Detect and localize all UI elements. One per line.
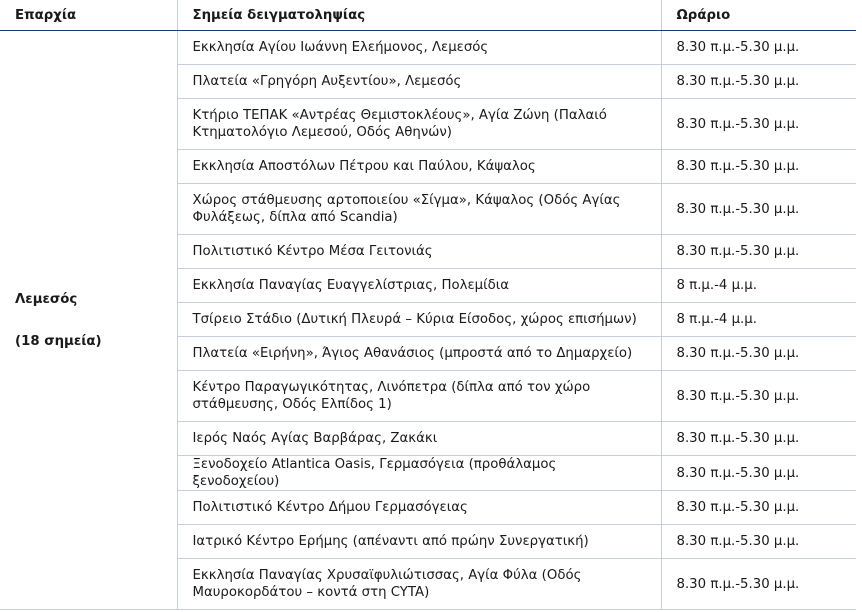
hours-cell: 8.30 π.μ.-5.30 μ.μ. xyxy=(661,456,856,491)
hours-cell: 8.30 π.μ.-5.30 μ.μ. xyxy=(661,184,856,235)
place-cell: Κτήριο ΤΕΠΑΚ «Αντρέας Θεμιστοκλέους», Αγία Ζώνη (Παλαιό Κτηματολόγιο Λεμεσού, Οδός Αθηνών) xyxy=(177,99,661,150)
place-cell: Εκκλησία Παναγίας Χρυσαϊφυλιώτισσας, Αγία Φύλα (Οδός Μαυροκορδάτου – κοντά στη CYTA) xyxy=(177,559,661,610)
header-hours: Ωράριο xyxy=(661,0,856,31)
place-cell: Εκκλησία Αποστόλων Πέτρου και Παύλου, Κάψαλος xyxy=(177,150,661,184)
region-name: Λεμεσός xyxy=(15,291,78,307)
place-cell: Πλατεία «Ειρήνη», Άγιος Αθανάσιος (μπροστά από το Δημαρχείο) xyxy=(177,337,661,371)
hours-cell: 8.30 π.μ.-5.30 μ.μ. xyxy=(661,525,856,559)
hours-cell: 8.30 π.μ.-5.30 μ.μ. xyxy=(661,422,856,456)
hours-cell: 8.30 π.μ.-5.30 μ.μ. xyxy=(661,150,856,184)
place-cell: Χώρος στάθμευσης αρτοποιείου «Σίγμα», Κάψαλος (Οδός Αγίας Φυλάξεως, δίπλα από Scandia) xyxy=(177,184,661,235)
hours-cell: 8.30 π.μ.-5.30 μ.μ. xyxy=(661,337,856,371)
place-cell: Πολιτιστικό Κέντρο Δήμου Γερμασόγειας xyxy=(177,491,661,525)
place-cell: Ξενοδοχείο Atlantica Oasis, Γερμασόγεια (προθάλαμος ξενοδοχείου) xyxy=(177,456,661,491)
place-cell: Κέντρο Παραγωγικότητας, Λινόπετρα (δίπλα από τον χώρο στάθμευσης, Οδός Ελπίδος 1) xyxy=(177,371,661,422)
hours-cell: 8 π.μ.-4 μ.μ. xyxy=(661,269,856,303)
hours-cell: 8.30 π.μ.-5.30 μ.μ. xyxy=(661,235,856,269)
hours-cell: 8.30 π.μ.-5.30 μ.μ. xyxy=(661,65,856,99)
hours-cell: 8.30 π.μ.-5.30 μ.μ. xyxy=(661,99,856,150)
hours-cell: 8.30 π.μ.-5.30 μ.μ. xyxy=(661,31,856,65)
place-cell: Εκκλησία Αγίου Ιωάννη Ελεήμονος, Λεμεσός xyxy=(177,31,661,65)
place-cell: Πλατεία «Γρηγόρη Αυξεντίου», Λεμεσός xyxy=(177,65,661,99)
place-cell: Τσίρειο Στάδιο (Δυτική Πλευρά – Κύρια Είσοδος, χώρος επισήμων) xyxy=(177,303,661,337)
header-province: Επαρχία xyxy=(0,0,177,31)
hours-cell: 8 π.μ.-4 μ.μ. xyxy=(661,303,856,337)
place-cell: Ιατρικό Κέντρο Ερήμης (απέναντι από πρώην Συνεργατική) xyxy=(177,525,661,559)
hours-cell: 8.30 π.μ.-5.30 μ.μ. xyxy=(661,491,856,525)
table-header-row xyxy=(0,0,856,31)
table-row xyxy=(0,31,856,65)
place-cell: Ιερός Ναός Αγίας Βαρβάρας, Ζακάκι xyxy=(177,422,661,456)
header-sampling-points: Σημεία δειγματοληψίας xyxy=(177,0,661,31)
hours-cell: 8.30 π.μ.-5.30 μ.μ. xyxy=(661,559,856,610)
hours-cell: 8.30 π.μ.-5.30 μ.μ. xyxy=(661,371,856,422)
place-cell: Εκκλησία Παναγίας Ευαγγελίστριας, Πολεμίδια xyxy=(177,269,661,303)
place-cell: Πολιτιστικό Κέντρο Μέσα Γειτονιάς xyxy=(177,235,661,269)
region-count: (18 σημεία) xyxy=(15,333,102,349)
region-cell xyxy=(0,31,177,610)
